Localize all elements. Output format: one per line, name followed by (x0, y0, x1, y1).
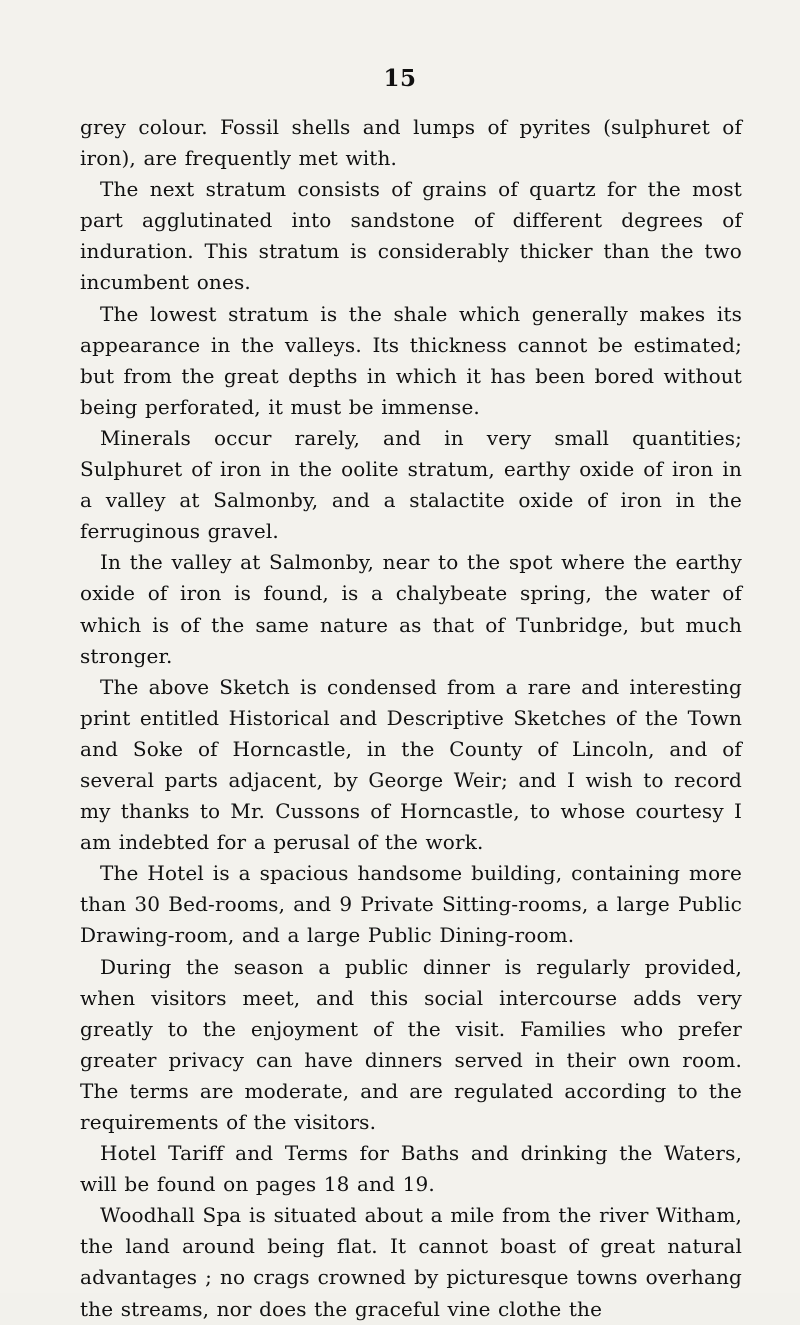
paragraph-lowest-stratum: The lowest stratum is the shale which generally makes its appearance in the valleys. Its thickness cannot be estimated; but from the great depths in which it has been bored without being perforated, it must be immense. (80, 301, 742, 419)
paragraph-hotel: The Hotel is a spacious handsome building, containing more than 30 Bed-rooms, and 9 Private Sitting-rooms, a large Public Drawing-room, and a large Public Dining-room. (80, 861, 742, 948)
paragraph-minerals: Minerals occur rarely, and in very small quantities; Sulphuret of iron in the oolite stratum, earthy oxide of iron in a valley at Salmonby, and a stalactite oxide of iron in the ferruginous gravel. (80, 425, 742, 544)
paragraph-public-dinner: During the season a public dinner is regularly provided, when visitors meet, and this social intercourse adds very greatly to the enjoyment of the visit. Families who prefer greater privacy can have dinners served in their own room. The terms are moderate, and are regulated according to the requirements of the visitors. (80, 954, 742, 1134)
paragraph-chalybeate-spring: In the valley at Salmonby, near to the spot where the earthy oxide of iron is found, is a chalybeate spring, the water of which is of the same nature as that of Tunbridge, but much stronger. (80, 550, 742, 668)
body-text (80, 112, 742, 1325)
paragraph-woodhall-spa: Woodhall Spa is situated about a mile from the river Witham, the land around being flat. It cannot boast of great natural advantages ; no crags crowned by picturesque towns overhang the streams, nor does the graceful vine clothe the (80, 1203, 742, 1321)
page-number: 15 (383, 65, 417, 92)
paragraph-tariff: Hotel Tariff and Terms for Baths and drinking the Waters, will be found on pages 18 and 19. (80, 1141, 742, 1197)
paragraph-sketch-source: The above Sketch is condensed from a rare and interesting print entitled Historical and Descriptive Sketches of the Town and Soke of Horncastle, in the County of Lincoln, and of several parts adjacent, by George Weir; and I wish to record my thanks to Mr. Cussons of Horncastle, to whose courtesy I am indebted for a perusal of the work. (80, 674, 742, 855)
paragraph-next-stratum: The next stratum consists of grains of quartz for the most part agglutinated into sandstone of different degrees of induration. This stratum is considerably thicker than the two incumbent ones. (80, 177, 742, 295)
paragraph-continuation: grey colour. Fossil shells and lumps of pyrites (sulphuret of iron), are frequently met with. (80, 115, 742, 171)
